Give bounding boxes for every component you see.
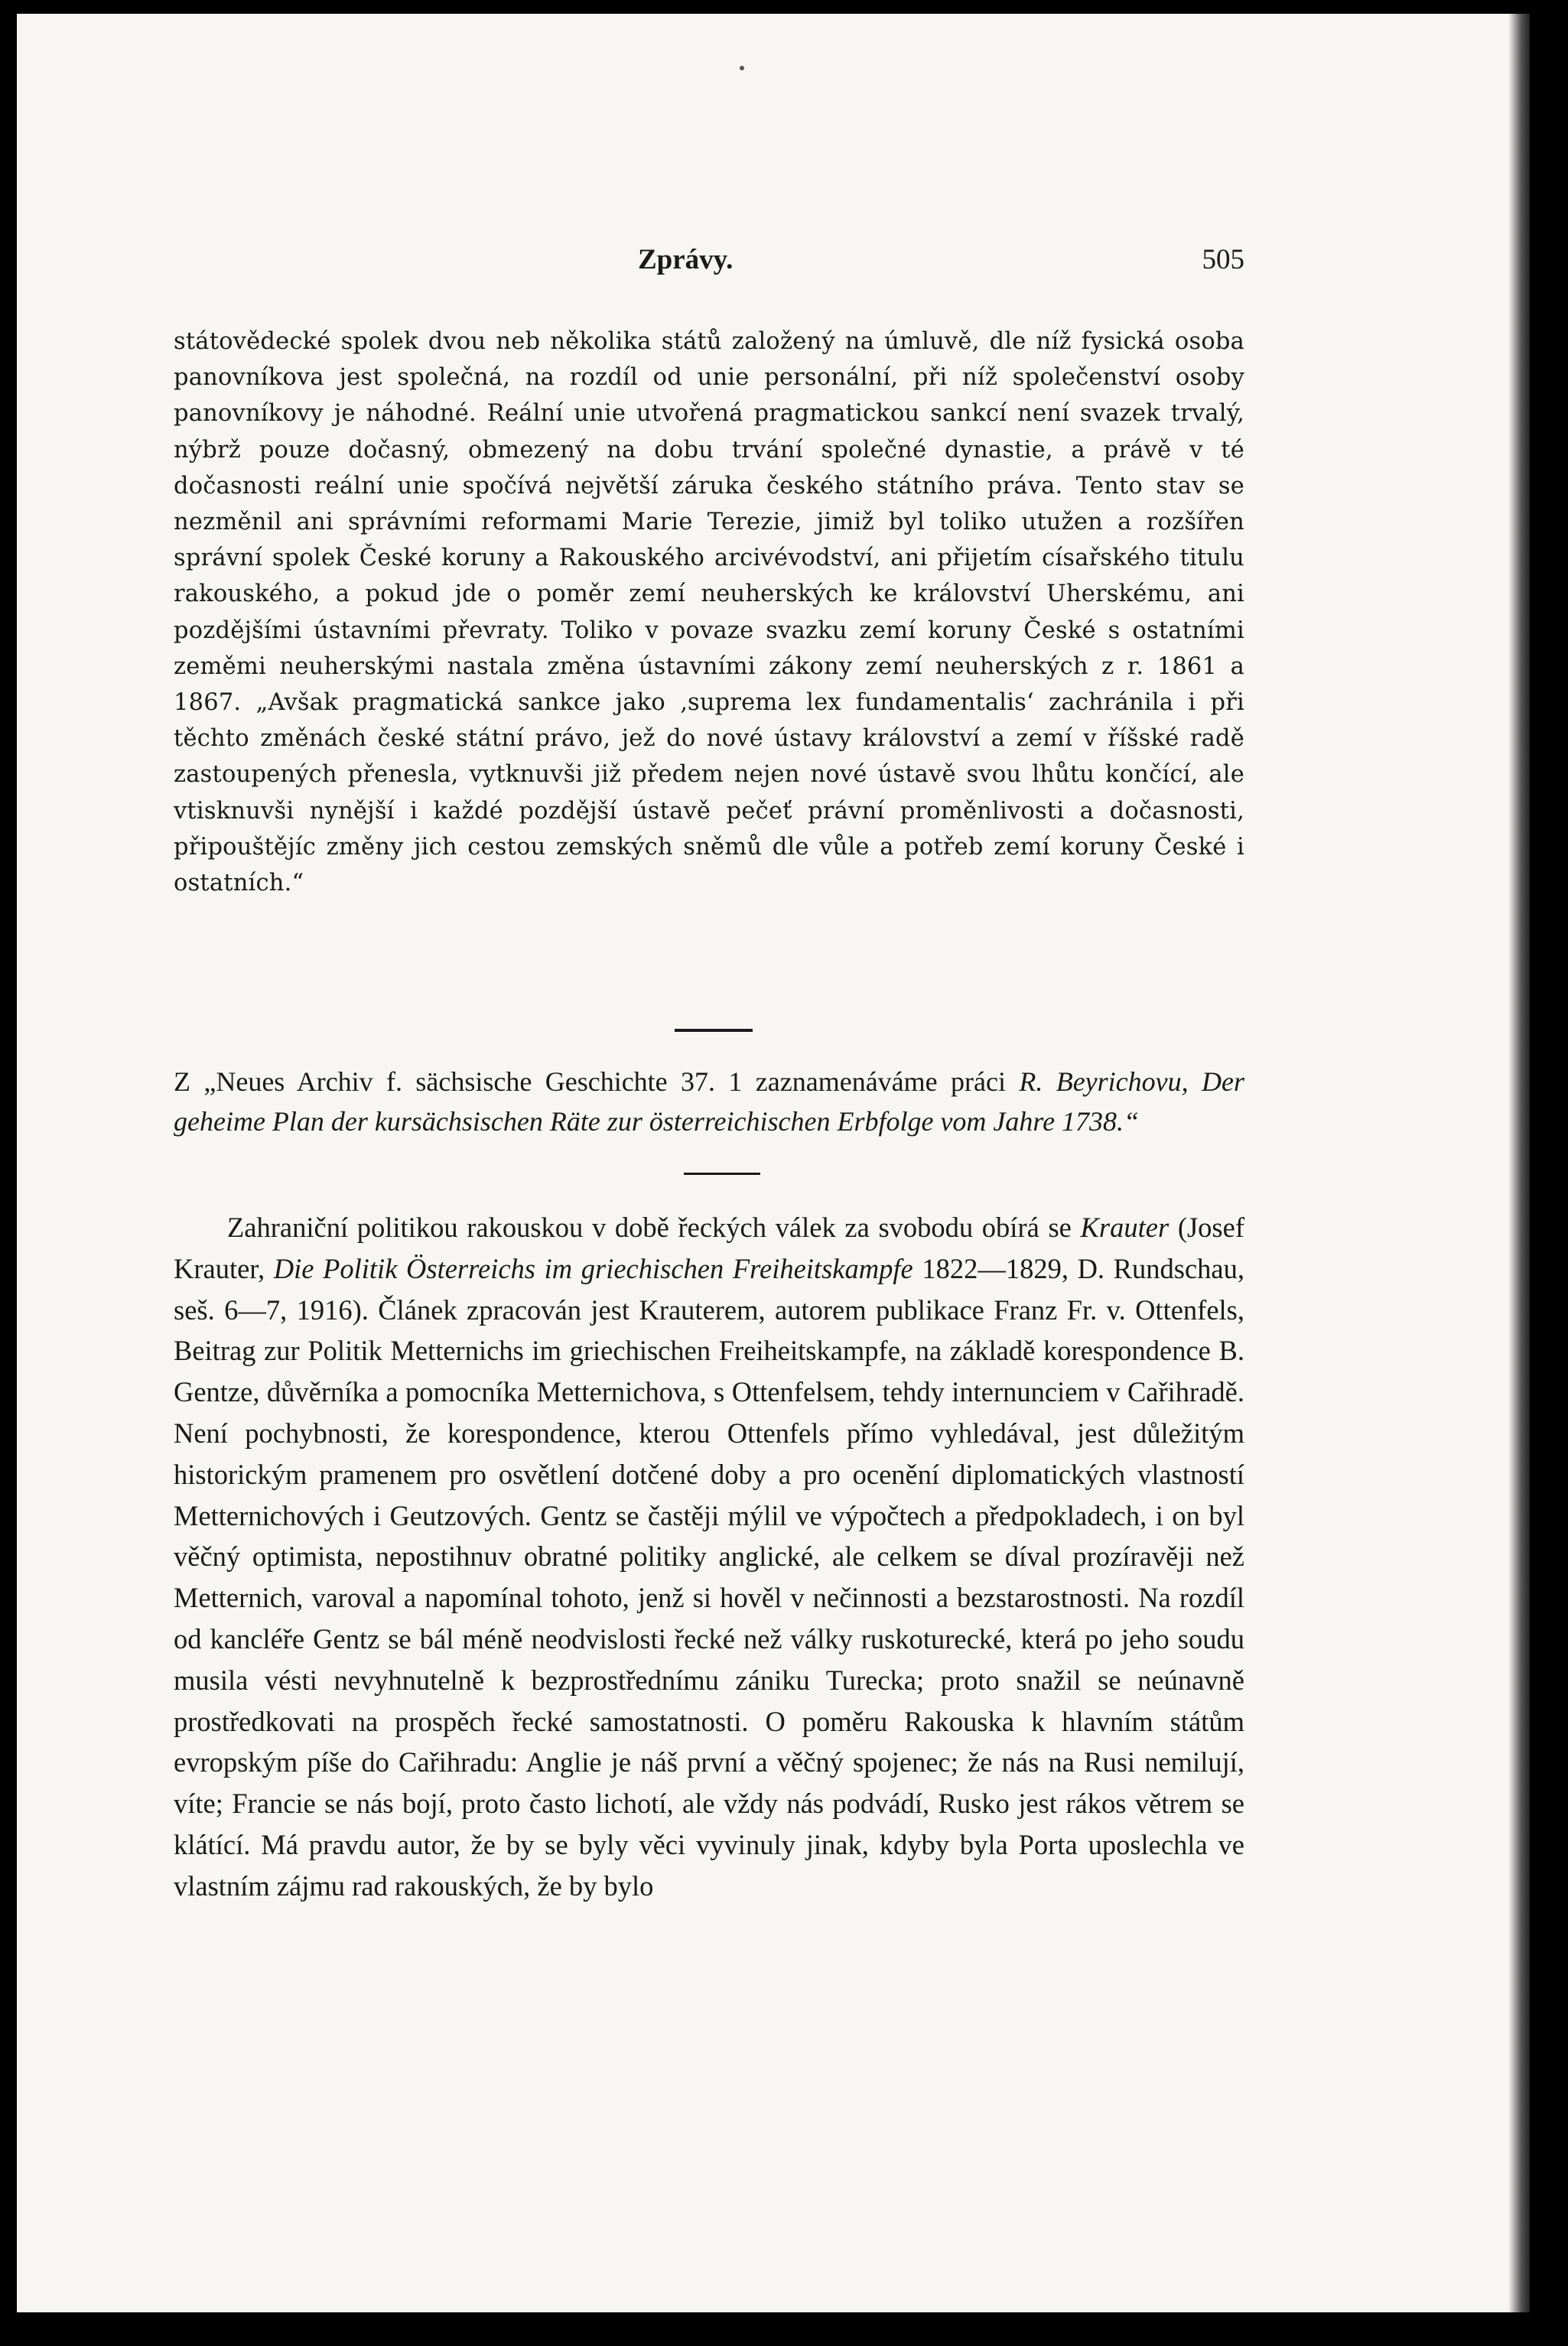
- paragraph-text: (Josef Krauter,: [174, 1212, 1244, 1284]
- page-number: 505: [1202, 244, 1244, 275]
- page-edge-shadow: [1508, 14, 1530, 2312]
- section-divider: [675, 1029, 753, 1032]
- paragraph-state-law: státovědecké spolek dvou neb několika států založený na úmluvě, dle níž fysická osoba panovníkova jest společná, na rozdíl od unie personální, při níž společenství osoby panovníkovy je náhodné. Reální unie utvořená pragmatickou sankcí není svazek trvalý, nýbrž pouze dočasný, obmezený na dobu trvání společné dynastie, a právě v té dočasnosti reální unie spočívá největší záruka českého státního práva. Tento stav se nezměnil ani správními reformami Marie Terezie, jimiž byl toliko utužen a rozšířen správní spolek České koruny a Rakouského arcivévodství, ani přijetím císařského titulu rakouského, a pokud jde o poměr zemí neuherských ke království Uherskému, ani pozdějšími ústavními převraty. Toliko v povaze svazku zemí koruny České s ostatními zeměmi neuherskými nastala změna ústavními zákony zemí neuherských z r. 1861 a 1867. „Avšak pragmatická sankce jako ‚suprema lex fundamentalis‘ zachránila i při těchto změnách české státní právo, jež do nové ústavy království a zemí v říšské radě zastoupených přenesla, vytknuvši již předem nejen nové ústavě svou lhůtu končící, ale vtisknuvši nynější i každé pozdější ústavě pečeť právní proměnlivosti a dočasnosti, připouštějíc změny jich cestou zemských sněmů dle vůle a potřeb zemí koruny České i ostatních.“: [174, 328, 1244, 897]
- scanned-page: [17, 14, 1530, 2312]
- scan-speck: [740, 66, 744, 70]
- paragraph-text: 1822—1829, D. Rundschau, seš. 6—7, 1916). Článek zpracován jest Krauterem, autorem publikace Franz Fr. v. Ottenfels, Beitrag zur Politik Metternichs im griechischen Freiheitskampfe, na základě korespondence B. Gentze, důvěrníka a pomocníka Metternichova, s Ottenfelsem, tehdy internunciem v Cařihradě. Není pochybnosti, že korespondence, kterou Ottenfels přímo vyhledával, jest důležitým historickým pramenem pro osvětlení dotčené doby a pro ocenění diplomatických vlastností Metternichových i Geutzových. Gentz se častěji mýlil ve výpočtech a předpokladech, i on byl věčný optimista, nepostihnuv obratné politiky anglické, ale celkem se díval prozíravěji než Metternich, varoval a napomínal tohoto, jenž si hověl v nečinnosti a bezstarostnosti. Na rozdíl od kancléře Gentz se bál méně neodvislosti řecké než války ruskoturecké, která po jeho soudu musila vésti nevyhnutelně k bezprostřednímu zániku Turecka; proto snažil se neúnavně prostředkovati na prospěch řecké samostatnosti. O poměru Rakouska k hlavním státům evropským píše do Cařihradu: Anglie je náš první a věčný spojenec; že nás na Rusi nemilují, víte; Francie se nás bojí, proto často lichotí, ale vždy nás podvádí, Rusko jest rákos větrem se klátící. Má pravdu autor, že by se byly věci vyvinuly jinak, kdyby byla Porta uposlechla ve vlastním zájmu rad rakouských, že by bylo: [174, 1252, 1245, 1902]
- paragraph-text: Z „Neues Archiv f. sächsische Geschichte 37. 1 zaznamenáváme práci: [174, 1066, 1020, 1097]
- paragraph-neues-archiv: [174, 1062, 1244, 1141]
- cited-work: R. Beyrichovu, Der geheime Plan der kursächsischen Räte zur österreichischen Erbfolge vom Jahre 1738.“: [174, 1066, 1244, 1137]
- section-divider: [684, 1173, 760, 1175]
- paragraph-krauter: [174, 1207, 1244, 1907]
- section-title: Zprávy.: [638, 244, 734, 275]
- author-name: Krauter: [1080, 1212, 1169, 1243]
- cited-work: Die Politik Österreichs im griechischen Freiheitskampfe: [273, 1252, 913, 1284]
- paragraph-text: Zahraniční politikou rakouskou v době řeckých válek za svobodu obírá se: [227, 1212, 1081, 1243]
